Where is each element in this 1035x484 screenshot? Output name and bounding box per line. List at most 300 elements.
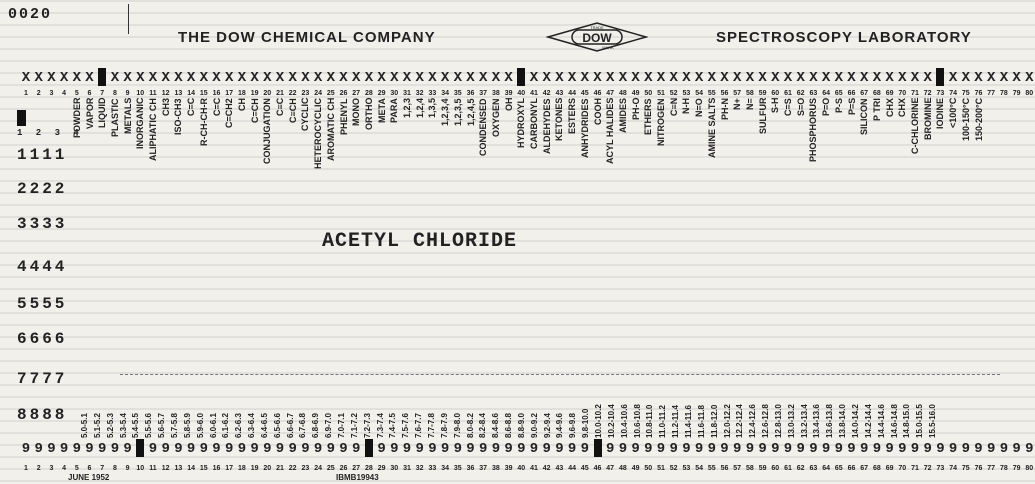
nine-row-char: 9 [961, 441, 970, 457]
x-row-char: X [136, 70, 145, 86]
nine-row-char: 9 [859, 441, 869, 457]
wavelength-label: 9.4-9.6 [555, 413, 565, 438]
x-row-char: X [885, 70, 894, 86]
bottom-column-number: 20 [263, 465, 272, 472]
top-column-number: 71 [911, 90, 919, 97]
top-column-number: 57 [733, 90, 742, 97]
x-row-char: X [390, 70, 399, 86]
nine-row-char: 9 [580, 441, 589, 457]
nine-row-char: 9 [301, 441, 310, 457]
x-row-char: X [148, 70, 158, 86]
wavelength-label: 13.4-13.6 [812, 404, 822, 438]
nine-row-char: 9 [809, 441, 818, 457]
bottom-column-number: 16 [212, 465, 221, 472]
bottom-column-number: 52 [669, 465, 678, 472]
top-column-number: 64 [822, 90, 830, 97]
nine-row-char: 9 [224, 441, 234, 457]
column-label: C=C [186, 98, 197, 117]
top-column-number: 22 [288, 90, 297, 97]
top-column-number: 23 [301, 90, 310, 97]
nine-row-char: 9 [631, 441, 640, 457]
top-column-number: 65 [834, 90, 843, 97]
nine-row-char: 9 [72, 441, 81, 457]
wavelength-label: 9.6-9.8 [568, 413, 578, 438]
top-column-number: 16 [212, 90, 221, 97]
column-label: POWDER [71, 98, 82, 139]
wavelength-label: 6.6-6.7 [285, 413, 295, 438]
x-row-char: X [796, 70, 805, 86]
x-row-char: X [110, 70, 120, 86]
top-column-number: 33 [428, 90, 437, 97]
top-column-number: 29 [377, 90, 386, 97]
top-column-number: 10 [136, 90, 145, 97]
nine-row-char: 9 [97, 441, 107, 457]
nine-row-char: 9 [948, 441, 958, 457]
bottom-column-number: 61 [784, 465, 792, 472]
bottom-column-number: 79 [1012, 465, 1021, 472]
bottom-column-number: 29 [377, 465, 386, 472]
column-label: C≡CH [287, 98, 298, 123]
bottom-column-number: 63 [809, 465, 818, 472]
nine-row-char: 9 [517, 441, 526, 457]
column-label: N=O [694, 98, 705, 117]
x-row-char: X [212, 70, 221, 86]
x-row-punch-hole [98, 68, 106, 86]
top-column-number: 77 [987, 90, 996, 97]
wavelength-label: 14.0-14.2 [851, 404, 860, 438]
column-label: ANHYDRIDES [579, 98, 590, 158]
nine-row-char: 9 [923, 441, 932, 457]
column-label: OH [503, 98, 514, 112]
bottom-column-number: 48 [618, 465, 627, 472]
bottom-column-number: 3 [49, 465, 54, 472]
wavelength-label: 7.8-7.9 [439, 413, 449, 438]
column-label: C-CHLORINE [910, 98, 920, 155]
top-column-number: 25 [326, 90, 335, 97]
column-label: ISO-CH3 [173, 98, 184, 135]
nine-row-char: 9 [542, 441, 551, 457]
bottom-column-number-row [0, 463, 1035, 477]
x-row-char: X [948, 70, 958, 86]
bottom-column-number: 62 [796, 465, 805, 472]
column-label: CONDENSED [478, 98, 489, 156]
column-label: C=CH [249, 98, 260, 123]
nine-row-char: 9 [377, 441, 386, 457]
bottom-column-number: 6 [87, 465, 92, 472]
wavelength-label: 7.3-7.4 [375, 413, 385, 438]
row-7-rule [120, 374, 1000, 375]
bottom-column-number: 65 [834, 465, 843, 472]
field-row-8: 8888 [17, 406, 68, 424]
nine-row [0, 441, 1035, 455]
bottom-column-number: 78 [999, 465, 1008, 472]
nine-row-char: 9 [669, 441, 678, 457]
x-row-char: X [47, 70, 56, 86]
top-column-number: 2 [36, 90, 41, 97]
wavelength-label: 10.2-10.4 [606, 404, 616, 438]
x-row-char: X [732, 70, 742, 86]
nine-row-char: 9 [351, 441, 361, 457]
nine-row-char: 9 [758, 441, 767, 457]
x-row-char: X [402, 70, 412, 86]
x-row-char: X [351, 70, 361, 86]
wavelength-label: 5.1-5.2 [92, 413, 102, 438]
column-label: 1,2,4,5 [465, 98, 476, 126]
nine-row-char: 9 [821, 441, 831, 457]
column-label: NITROGEN [656, 98, 666, 146]
top-column-number: 80 [1025, 90, 1034, 97]
wavelength-label: 5.9-6.0 [195, 413, 205, 438]
nine-row-char: 9 [936, 441, 945, 457]
top-column-number: 61 [784, 90, 792, 97]
wavelength-label: 7.0-7.1 [337, 413, 346, 438]
x-row-char: X [199, 70, 208, 86]
x-row-char: X [313, 70, 323, 86]
column-label: C=C [211, 98, 222, 117]
column-label: PLASTIC [109, 98, 120, 137]
top-column-number: 14 [187, 90, 195, 97]
column-label: METALS [122, 98, 133, 135]
column-label: LIQUID [97, 98, 108, 129]
top-column-number: 36 [466, 90, 475, 97]
nine-row-char: 9 [212, 441, 221, 457]
x-row-char: X [555, 70, 564, 86]
compound-name: ACETYL CHLORIDE [322, 230, 518, 253]
field-row-6: 6666 [17, 330, 68, 348]
top-column-number: 51 [657, 90, 665, 97]
bottom-column-number: 69 [885, 465, 894, 472]
nine-row-char: 9 [910, 441, 920, 457]
nine-row-char: 9 [161, 441, 170, 457]
wavelength-label: 6.5-6.6 [272, 413, 282, 438]
footer-date: JUNE 1952 [68, 473, 110, 482]
top-column-number: 74 [949, 90, 957, 97]
top-column-number: 47 [606, 90, 615, 97]
x-row-char: X [263, 70, 272, 86]
top-column-number: 56 [720, 90, 729, 97]
bottom-column-number: 49 [631, 465, 640, 472]
field-row-4: 4444 [17, 258, 68, 276]
field-row-2: 2222 [17, 180, 68, 198]
wavelength-label: 14.8-15.0 [902, 404, 912, 438]
x-row-char: X [478, 70, 488, 86]
wavelength-label: 8.8-9.0 [516, 413, 526, 438]
column-label: S-H [770, 98, 781, 114]
x-row-char: X [1025, 70, 1034, 86]
x-row-char: X [415, 70, 424, 86]
x-row-char: X [809, 70, 818, 86]
bottom-column-number: 1 [24, 465, 28, 472]
column-label: CHX [884, 98, 895, 118]
bottom-column-number: 35 [453, 465, 462, 472]
x-row-char: X [986, 70, 996, 86]
top-column-number: 1 [24, 90, 28, 97]
top-column-number: 42 [542, 90, 551, 97]
top-column-number: 11 [149, 90, 157, 97]
column-label: CHX [897, 98, 908, 118]
nine-row-char: 9 [644, 441, 653, 457]
top-column-number: 73 [936, 90, 945, 97]
x-row-char: X [682, 70, 691, 86]
bottom-column-number: 56 [720, 465, 729, 472]
x-row-char: X [771, 70, 780, 86]
bottom-column-number: 74 [949, 465, 957, 472]
x-row-char: X [174, 70, 183, 86]
nine-row-char: 9 [440, 441, 450, 457]
nine-row-char: 9 [1025, 441, 1034, 457]
wavelength-label: 12.8-13.0 [773, 404, 783, 438]
column-label: P=S [846, 98, 857, 116]
x-row-char: X [491, 70, 501, 86]
bottom-column-number: 39 [504, 465, 513, 472]
nine-row-char: 9 [745, 441, 755, 457]
top-column-number: 28 [364, 90, 373, 97]
wavelength-label: 13.8-14.0 [838, 404, 848, 438]
top-column-number: 32 [415, 90, 424, 97]
top-column-number: 35 [453, 90, 462, 97]
bottom-column-number: 2 [36, 465, 41, 472]
nine-row-char: 9 [986, 441, 996, 457]
top-column-number: 69 [885, 90, 894, 97]
column-label: N+ [732, 98, 743, 110]
wavelength-label: 5.4-5.5 [131, 413, 141, 438]
nine-row-char: 9 [847, 441, 856, 457]
bottom-column-number: 18 [237, 465, 246, 472]
bottom-column-number: 51 [657, 465, 665, 472]
punch-hole [17, 110, 26, 126]
wavelength-label: 6.3-6.4 [247, 413, 257, 438]
bottom-column-number: 72 [923, 465, 932, 472]
bottom-column-number: 64 [822, 465, 830, 472]
bottom-column-number: 67 [860, 465, 869, 472]
top-column-number: 31 [403, 90, 411, 97]
column-label: AROMATIC CH [325, 98, 336, 162]
bottom-column-number: 23 [301, 465, 310, 472]
bottom-column-number: 46 [593, 465, 602, 472]
bottom-column-number: 47 [606, 465, 615, 472]
column-label: INORGANIC [135, 98, 146, 150]
wavelength-label: 13.2-13.4 [799, 404, 809, 438]
top-column-number: 6 [87, 90, 92, 97]
bottom-column-number: 10 [136, 465, 145, 472]
nine-row-char: 9 [199, 441, 208, 457]
bottom-column-number: 80 [1025, 465, 1034, 472]
logo-text: DOW [582, 31, 612, 45]
dow-logo-icon [546, 22, 648, 52]
logo-mark-text: MARK [602, 45, 614, 50]
top-column-number: 24 [314, 90, 322, 97]
nine-row-char: 9 [618, 441, 628, 457]
top-column-number: 43 [555, 90, 564, 97]
nine-row-punch-hole [136, 439, 144, 457]
column-label: ALIPHATIC CH [148, 98, 158, 161]
nine-row-char: 9 [466, 441, 475, 457]
x-row-char: X [910, 70, 920, 86]
field-row-0 [17, 108, 26, 129]
column-label: IODINE [935, 98, 946, 130]
top-column-number: 60 [771, 90, 780, 97]
bottom-column-number: 17 [225, 465, 234, 472]
top-column-number: 12 [161, 90, 170, 97]
nine-row-char: 9 [21, 441, 31, 457]
x-row-char: X [923, 70, 932, 86]
column-label: C≡N [668, 98, 679, 117]
nine-row-char: 9 [694, 441, 704, 457]
nine-row-char: 9 [783, 441, 793, 457]
top-column-number: 48 [618, 90, 627, 97]
wavelength-label: 11.2-11.4 [671, 405, 681, 438]
top-column-number: 3 [49, 90, 54, 97]
bottom-column-number: 73 [936, 465, 945, 472]
column-label: P TRI [871, 98, 882, 121]
wavelength-label: 10.0-10.2 [594, 404, 603, 438]
top-column-number: 20 [263, 90, 272, 97]
column-label: MONO [351, 98, 362, 126]
top-column-number: 50 [644, 90, 653, 97]
bottom-column-number: 55 [707, 465, 716, 472]
nine-row-char: 9 [390, 441, 399, 457]
wavelength-label: 13.6-13.8 [825, 404, 835, 438]
bottom-column-number: 36 [466, 465, 475, 472]
top-column-number: 15 [199, 90, 208, 97]
bottom-column-number: 7 [100, 465, 105, 472]
bottom-column-number: 14 [187, 465, 195, 472]
column-label: 1,2,3 [402, 98, 412, 119]
top-column-number: 26 [339, 90, 348, 97]
x-row-char: X [631, 70, 640, 86]
column-label: 1,2,4 [414, 98, 425, 119]
x-row-char: X [529, 70, 539, 86]
bottom-column-number: 27 [352, 465, 361, 472]
column-label: 1,3,5 [427, 98, 438, 119]
bottom-column-number: 53 [682, 465, 691, 472]
nine-row-char: 9 [872, 441, 882, 457]
top-column-number: 19 [250, 90, 259, 97]
bottom-column-number: 4 [62, 465, 67, 472]
top-column-number: 53 [682, 90, 691, 97]
nine-row-char: 9 [250, 441, 259, 457]
top-column-number: 17 [225, 90, 234, 97]
logo-trade-text: TRADE [590, 25, 604, 30]
x-row-char: X [567, 70, 577, 86]
x-row-char: X [1012, 70, 1021, 86]
wavelength-label: 7.9-8.0 [452, 413, 462, 438]
top-column-number: 55 [707, 90, 716, 97]
top-column-number: 70 [898, 90, 907, 97]
wavelength-label: 9.0-9.2 [529, 413, 539, 438]
bottom-column-number: 30 [390, 465, 399, 472]
column-label: KETONES [554, 98, 565, 142]
top-column-number: 40 [517, 90, 526, 97]
nine-row-char: 9 [110, 441, 120, 457]
nine-row-char: 9 [415, 441, 424, 457]
x-row-char: X [707, 70, 716, 86]
column-label: AMIDES [617, 98, 628, 134]
top-column-number: 78 [999, 90, 1008, 97]
x-row-char: X [834, 70, 843, 86]
column-label: ACYL HALIDES [605, 98, 616, 165]
x-row-char: X [644, 70, 653, 86]
top-column-number: 52 [669, 90, 678, 97]
x-row-char: X [34, 70, 43, 86]
wavelength-label: 7.7-7.8 [426, 413, 436, 438]
column-label: PH-O [630, 98, 641, 121]
x-row-char: X [275, 70, 285, 86]
bottom-column-number: 8 [112, 465, 117, 472]
nine-row-char: 9 [707, 441, 716, 457]
wavelength-label: 15.5-16.0 [928, 404, 938, 438]
wavelength-label: 5.6-5.7 [157, 413, 167, 438]
column-label: 1,2,3,5 [452, 98, 463, 126]
x-row-char: X [504, 70, 513, 86]
bottom-column-number: 38 [491, 465, 500, 472]
x-row-char: X [783, 70, 793, 86]
nine-row-char: 9 [428, 441, 437, 457]
x-row-char: X [466, 70, 475, 86]
column-label: COOH [592, 98, 603, 125]
column-label: C=CH2 [224, 98, 235, 128]
nine-row-char: 9 [186, 441, 196, 457]
bottom-column-number: 71 [911, 465, 919, 472]
bottom-column-number: 12 [161, 465, 170, 472]
bottom-column-number: 9 [125, 465, 130, 472]
x-row [0, 70, 1035, 84]
column-label: CONJUGATION [262, 98, 273, 164]
column-label: N-H [681, 98, 692, 114]
bottom-column-number: 22 [288, 465, 297, 472]
column-label: META [376, 98, 387, 123]
top-column-number: 34 [441, 90, 449, 97]
footer-form-number: IBMB19943 [336, 473, 379, 482]
bottom-column-number: 26 [339, 465, 348, 472]
top-column-number: 46 [593, 90, 602, 97]
column-label: AMINE SALTS [706, 98, 717, 159]
x-row-char: X [669, 70, 678, 86]
nine-row-char: 9 [326, 441, 335, 457]
column-label: OXYGEN [490, 98, 501, 137]
x-row-char: X [161, 70, 170, 86]
nine-row-char: 9 [732, 441, 742, 457]
x-row-char: X [961, 70, 970, 86]
bottom-column-number: 45 [580, 465, 589, 472]
bottom-column-number: 15 [199, 465, 208, 472]
nine-row-char: 9 [529, 441, 539, 457]
nine-row-char: 9 [504, 441, 513, 457]
company-name: THE DOW CHEMICAL COMPANY [178, 29, 436, 46]
nine-row-char: 9 [834, 441, 843, 457]
nine-row-char: 9 [720, 441, 729, 457]
bottom-column-number: 25 [326, 465, 335, 472]
top-column-number: 63 [809, 90, 818, 97]
top-column-number: 13 [174, 90, 183, 97]
wavelength-label: 15.0-15.5 [915, 404, 925, 438]
wavelength-label: 5.5-5.6 [144, 413, 154, 438]
column-label: P-S [833, 98, 844, 114]
wavelength-label: 14.2-14.4 [863, 404, 873, 438]
x-row-char: X [59, 70, 69, 86]
wavelength-label: 5.3-5.4 [118, 413, 128, 438]
nine-row-char: 9 [288, 441, 297, 457]
x-row-char: X [250, 70, 259, 86]
nine-row-char: 9 [85, 441, 94, 457]
column-label: HYDROXYL [516, 98, 527, 149]
column-label: 1,2,3,4 [440, 98, 451, 126]
top-column-number: 18 [237, 90, 246, 97]
x-row-char: X [85, 70, 94, 86]
nine-row-char: 9 [605, 441, 615, 457]
field-row-5: 5555 [17, 295, 68, 313]
wavelength-label: 8.0-8.2 [465, 413, 475, 438]
